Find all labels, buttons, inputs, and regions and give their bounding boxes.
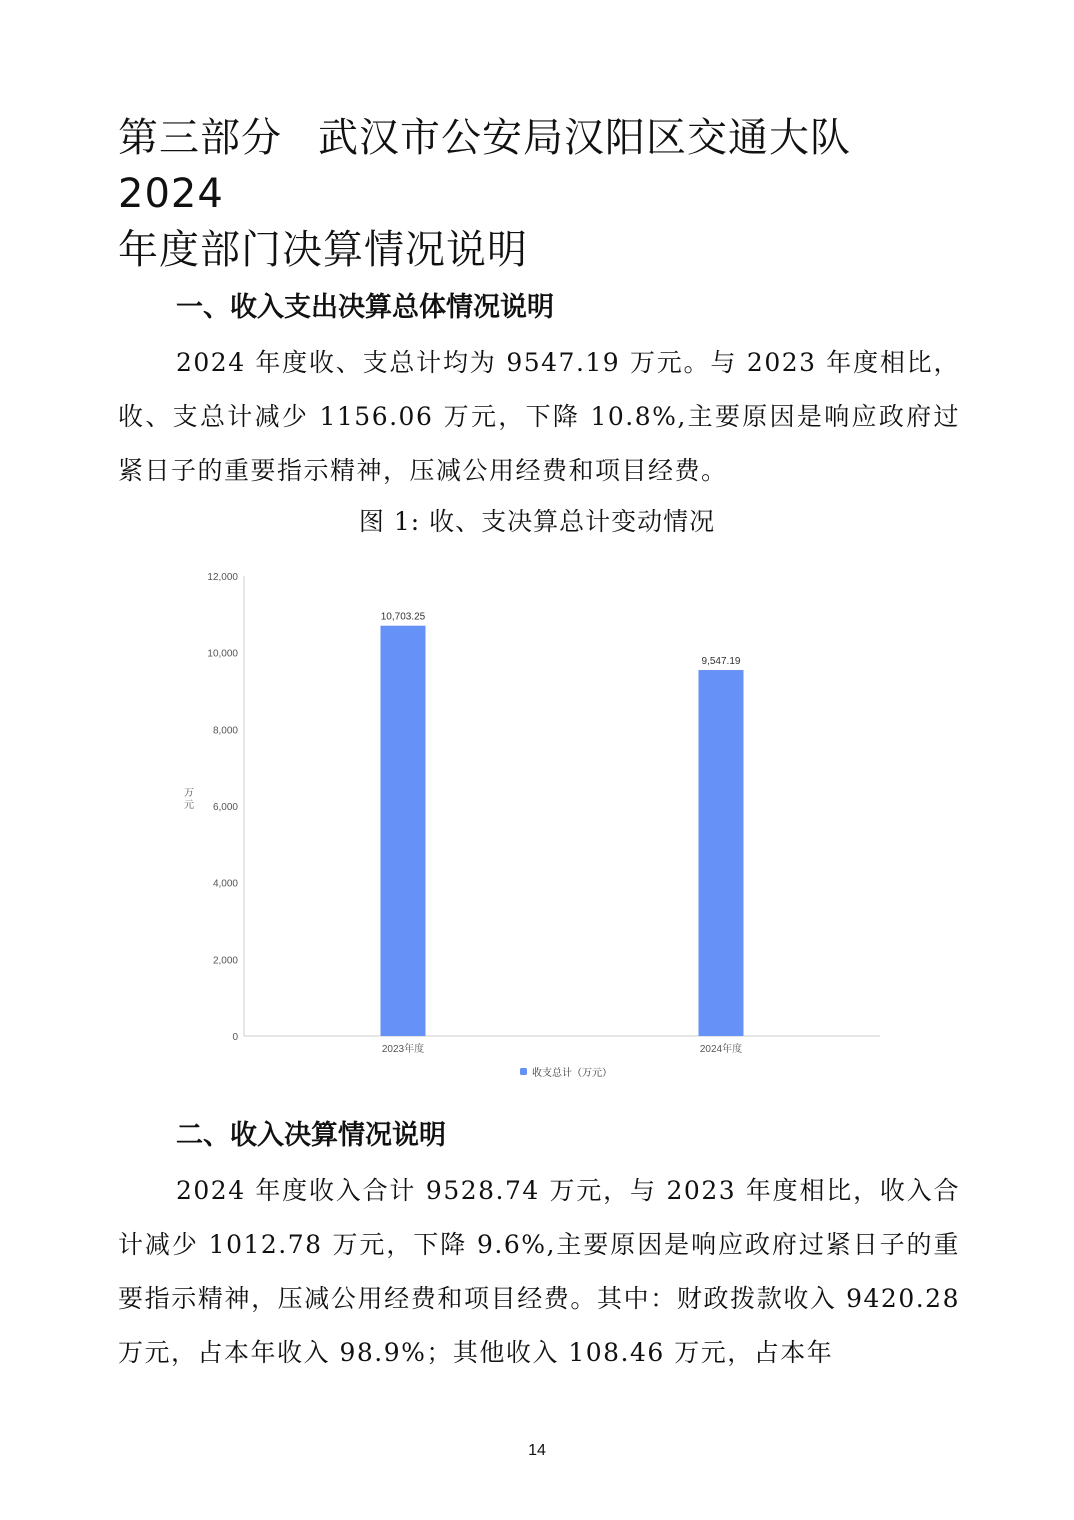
bar — [381, 626, 426, 1036]
y-axis-label: 万元 — [184, 788, 194, 811]
section2-heading: 二、收入决算情况说明 — [176, 1120, 446, 1151]
title-part: 第三部分 — [118, 115, 282, 161]
data-label: 9,547.19 — [701, 656, 741, 668]
legend-label: 收支总计（万元） — [532, 1068, 612, 1079]
section2-paragraph: 2024 年度收入合计 9528.74 万元，与 2023 年度相比，收入合计减少 1012.78 万元，下降 9.6%,主要原因是响应政府过紧日子的重要指示精神，压减公用经费和项目经费。其中：财政拨款收入 9420.28 万元，占本年收入 98.9%；其他收入 108.46 万元，占本年 — [118, 1176, 960, 1367]
section1-heading: 一、收入支出决算总体情况说明 — [176, 292, 554, 323]
y-tick-label: 12,000 — [207, 572, 238, 583]
y-tick-label: 4,000 — [212, 878, 238, 890]
bar-chart — [170, 560, 900, 1090]
figure1-caption: 图 1: 收、支决算总计变动情况 — [358, 507, 716, 536]
legend-swatch — [520, 1068, 527, 1075]
section1-paragraph: 2024 年度收、支总计均为 9547.19 万元。与 2023 年度相比，收、支总计减少 1156.06 万元，下降 10.8%,主要原因是响应政府过紧日子的重要指示精神，压减公用经费和项目经费。 — [118, 348, 960, 485]
y-tick-label: 2,000 — [212, 955, 238, 967]
title-line2: 年度部门决算情况说明 — [118, 227, 528, 273]
bar — [699, 670, 744, 1036]
y-tick-label: 8,000 — [212, 725, 238, 737]
y-tick-label: 0 — [232, 1032, 238, 1043]
page-title — [118, 110, 968, 278]
x-tick-label: 2024年度 — [699, 1044, 743, 1055]
x-tick-label: 2023年度 — [381, 1044, 425, 1055]
y-tick-label: 6,000 — [212, 802, 238, 813]
title-line1: 武汉市公安局汉阳区交通大队 2024 — [118, 115, 851, 217]
y-tick-label: 10,000 — [207, 648, 238, 660]
data-label: 10,703.25 — [380, 611, 426, 623]
page-number: 14 — [528, 1442, 546, 1459]
